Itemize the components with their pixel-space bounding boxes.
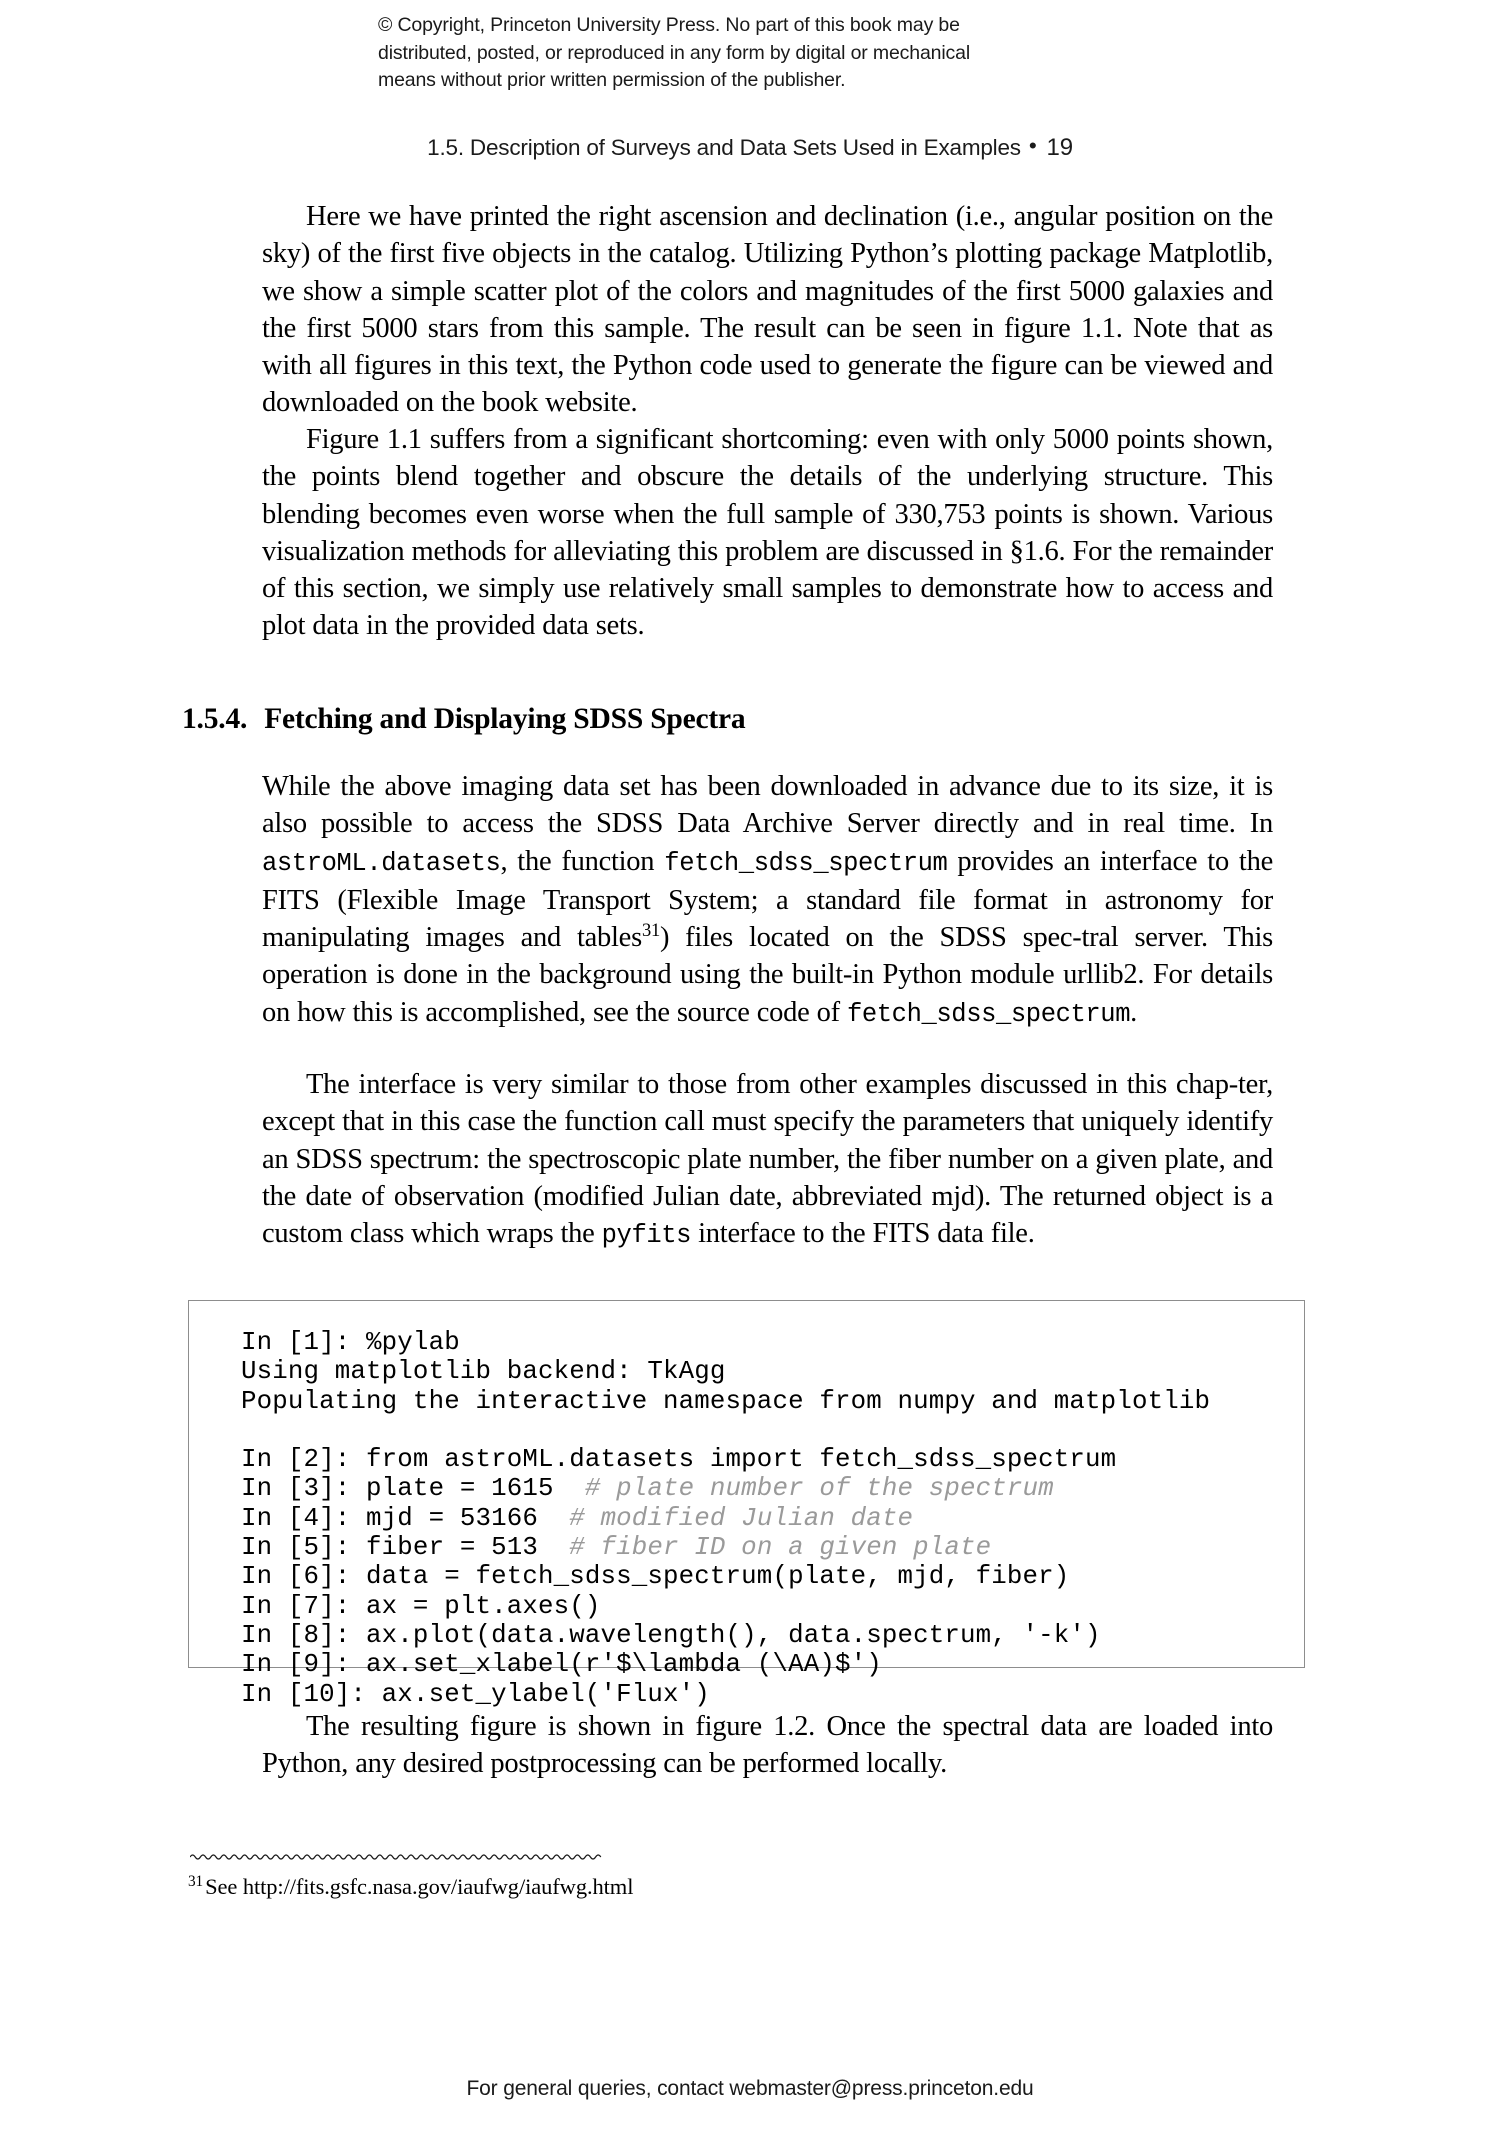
running-head-bullet: • — [1028, 133, 1037, 158]
code-line-text: Using matplotlib backend: TkAgg — [241, 1357, 726, 1387]
copyright-line-2: distributed, posted, or reproduced in any form by digital or mechanical — [378, 41, 971, 64]
footnote-separator — [190, 1852, 602, 1862]
section-title: Fetching and Displaying SDSS Spectra — [264, 703, 746, 735]
para3-text-c: provides an interface to the FITS (Flexible Image Transport System; a standard file format in astronomy for manipulating images and tables — [262, 845, 1274, 954]
code-line-text: In [7]: ax = plt.axes() — [241, 1591, 601, 1621]
code-line — [241, 1621, 1304, 1650]
code-line-text: In [3]: plate = 1615 — [241, 1474, 585, 1504]
code-line — [241, 1474, 1304, 1503]
code-line-text: In [4]: mjd = 53166 — [241, 1503, 570, 1533]
code-block — [188, 1300, 1305, 1709]
code-line-comment: # plate number of the spectrum — [584, 1474, 1054, 1504]
section-heading — [182, 703, 745, 736]
code-line — [241, 1650, 1304, 1679]
code-line-comment: # modified Julian date — [569, 1503, 914, 1533]
para3-text-d: ) files located on the SDSS spec-tral server. This operation is done in the background using the built-in Python module urllib2. For details on how this is accomplished, see the source code of — [262, 922, 1273, 1028]
para4-text-a: The interface is very similar to those from other examples discussed in this chap-ter, except that in this case the function call must specify the parameters that uniquely identify an SDSS spectrum: the spectroscopic plate number, the fiber number on a given plate, and the date of observation (modified Julian date, abbreviated mjd). The returned object is a custom class which wraps the — [262, 1069, 1273, 1250]
code-line — [241, 1445, 1304, 1474]
para4-text-b: interface to the FITS data file. — [691, 1218, 1035, 1250]
code-line-comment: # fiber ID on a given plate — [569, 1533, 992, 1563]
paragraph-2: Figure 1.1 suffers from a significant shortcoming: even with only 5000 points shown, the points blend together and obscure the details of the underlying structure. This blending becomes even worse when the full sample of 330,753 points is shown. Various visualization methods for alleviating this problem are discussed in §1.6. For the remainder of this section, we simply use relatively small samples to demonstrate how to access and plot data in the provided data sets. — [262, 424, 1273, 642]
paragraph-4-container — [262, 1066, 1273, 1254]
paragraph-1-container — [262, 198, 1273, 422]
paragraph-1: Here we have printed the right ascension and declination (i.e., angular position on the sky) of the first five objects in the catalog. Utilizing Python’s plotting package Matplotlib, we show a simple scatter plot of the colors and magnitudes of the first 5000 galaxies and the first 5000 stars from this sample. The result can be seen in figure 1.1. Note that as with all figures in this text, the Python code used to generate the figure can be viewed and downloaded on the book website. — [262, 201, 1273, 419]
inline-code-pyfits: pyfits — [601, 1221, 692, 1251]
code-line-text: In [5]: fiber = 513 — [241, 1533, 570, 1563]
paragraph-3-container — [262, 768, 1273, 1033]
code-line-text: In [8]: ax.plot(data.wavelength(), data.spectrum, '-k') — [241, 1620, 1101, 1650]
page-footer — [0, 2077, 1500, 2101]
page-footer-text: For general queries, contact webmaster@press.princeton.edu — [466, 2077, 1034, 2100]
code-line — [241, 1562, 1304, 1591]
code-line-text: In [1]: %pylab — [241, 1328, 460, 1357]
code-line-text: Populating the interactive namespace from numpy and matplotlib — [241, 1386, 1211, 1416]
code-line — [241, 1592, 1304, 1621]
inline-code-fetch-sdss-spectrum-2: fetch_sdss_spectrum — [846, 999, 1131, 1029]
code-line-text: In [2]: from astroML.datasets import fetch_sdss_spectrum — [241, 1445, 1117, 1475]
para3-text-b: , the function — [500, 845, 665, 877]
code-block-content — [189, 1301, 1304, 1709]
code-line-text: In [10]: ax.set_ylabel('Flux') — [241, 1679, 710, 1709]
code-line — [241, 1328, 1304, 1357]
section-number: 1.5.4. — [182, 703, 248, 735]
code-line-text: In [9]: ax.set_xlabel(r'$\lambda (\AA)$') — [241, 1650, 882, 1680]
footnote-number: 31 — [188, 1873, 204, 1891]
code-line — [241, 1357, 1304, 1386]
footnote-marker-31[interactable]: 31 — [641, 920, 660, 941]
paragraph-3 — [262, 768, 1273, 1033]
paragraph-5-container — [262, 1708, 1273, 1783]
code-line-blank — [241, 1416, 1304, 1445]
code-line-text: In [6]: data = fetch_sdss_spectrum(plate, mjd, fiber) — [241, 1562, 1070, 1592]
footnote-text: See http://fits.gsfc.nasa.gov/iaufwg/iaufwg.html — [205, 1874, 634, 1899]
inline-code-fetch-sdss-spectrum-1: fetch_sdss_spectrum — [664, 848, 948, 878]
copyright-notice — [378, 12, 1118, 95]
code-line — [241, 1533, 1304, 1562]
page-number: 19 — [1046, 134, 1073, 161]
paragraph-5: The resulting figure is shown in figure 1.2. Once the spectral data are loaded into Python, any desired postprocessing can be performed locally. — [262, 1711, 1273, 1780]
code-line — [241, 1504, 1304, 1533]
footnote-31 — [188, 1872, 1088, 1902]
paragraph-4 — [262, 1066, 1273, 1254]
inline-code-astroml-datasets: astroML.datasets — [262, 848, 501, 878]
para3-text-e: . — [1130, 996, 1137, 1028]
copyright-line-3: means without prior written permission of the publisher. — [378, 69, 846, 91]
running-head-title: 1.5. Description of Surveys and Data Sets Used in Examples — [427, 135, 1021, 160]
code-line — [241, 1387, 1304, 1416]
copyright-line-1: © Copyright, Princeton University Press. No part of this book may be — [378, 14, 960, 36]
para3-text-a: While the above imaging data set has been downloaded in advance due to its size, it is also possible to access the SDSS Data Archive Server directly and in real time. In — [262, 771, 1273, 840]
paragraph-2-container — [262, 421, 1273, 645]
code-line — [241, 1680, 1304, 1709]
running-head — [0, 133, 1500, 162]
